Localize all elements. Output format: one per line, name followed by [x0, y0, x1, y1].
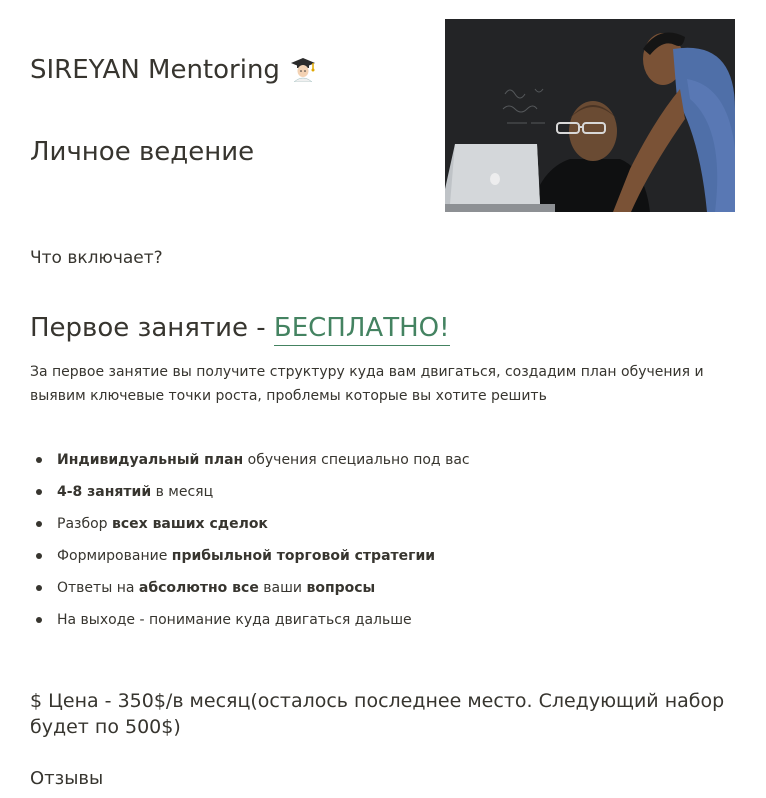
feature-bold: вопросы [306, 580, 376, 596]
bullet-icon [36, 585, 42, 591]
feature-text: На выходе - понимание куда двигаться дальше [57, 612, 412, 628]
hero-photo [445, 19, 735, 212]
first-lesson-heading [30, 313, 450, 343]
list-item [30, 576, 470, 608]
bullet-icon [36, 489, 42, 495]
feature-text: Ответы на [57, 580, 139, 596]
feature-bold: 4-8 занятий [57, 484, 152, 500]
reviews-heading: Отзывы [30, 768, 104, 789]
list-item [30, 480, 470, 512]
feature-text: в месяц [151, 484, 214, 500]
bullet-icon [36, 553, 42, 559]
feature-text: обучения специально под вас [243, 452, 470, 468]
free-highlight: БЕСПЛАТНО! [274, 313, 450, 346]
features-list [30, 448, 470, 640]
list-item [30, 608, 470, 640]
list-item [30, 512, 470, 544]
list-item [30, 544, 470, 576]
bullet-icon [36, 617, 42, 623]
feature-text: Разбор [57, 516, 113, 532]
price-info: $ Цена - 350$/в месяц(осталось последнее место. Следующий набор будет по 500$) [30, 690, 725, 738]
page-title [30, 55, 316, 85]
first-lesson-heading-text: Первое занятие - [30, 313, 274, 343]
student-emoji-icon [290, 56, 316, 82]
bullet-icon [36, 457, 42, 463]
page-subtitle: Личное ведение [30, 137, 255, 167]
list-item [30, 448, 470, 480]
feature-bold: прибыльной торговой стратегии [171, 548, 436, 564]
feature-bold: абсолютно все [138, 580, 259, 596]
first-lesson-description: За первое занятие вы получите структуру куда вам двигаться, создадим план обучения и выявим ключевые точки роста, проблемы которые вы хотите решить [30, 364, 704, 404]
feature-bold: всех ваших сделок [112, 516, 268, 532]
bullet-icon [36, 521, 42, 527]
section-question: Что включает? [30, 248, 163, 268]
feature-bold: Индивидуальный план [57, 452, 244, 468]
feature-text: Формирование [57, 548, 172, 564]
page-title-text: SIREYAN Mentoring [30, 55, 280, 85]
feature-text: ваши [258, 580, 307, 596]
